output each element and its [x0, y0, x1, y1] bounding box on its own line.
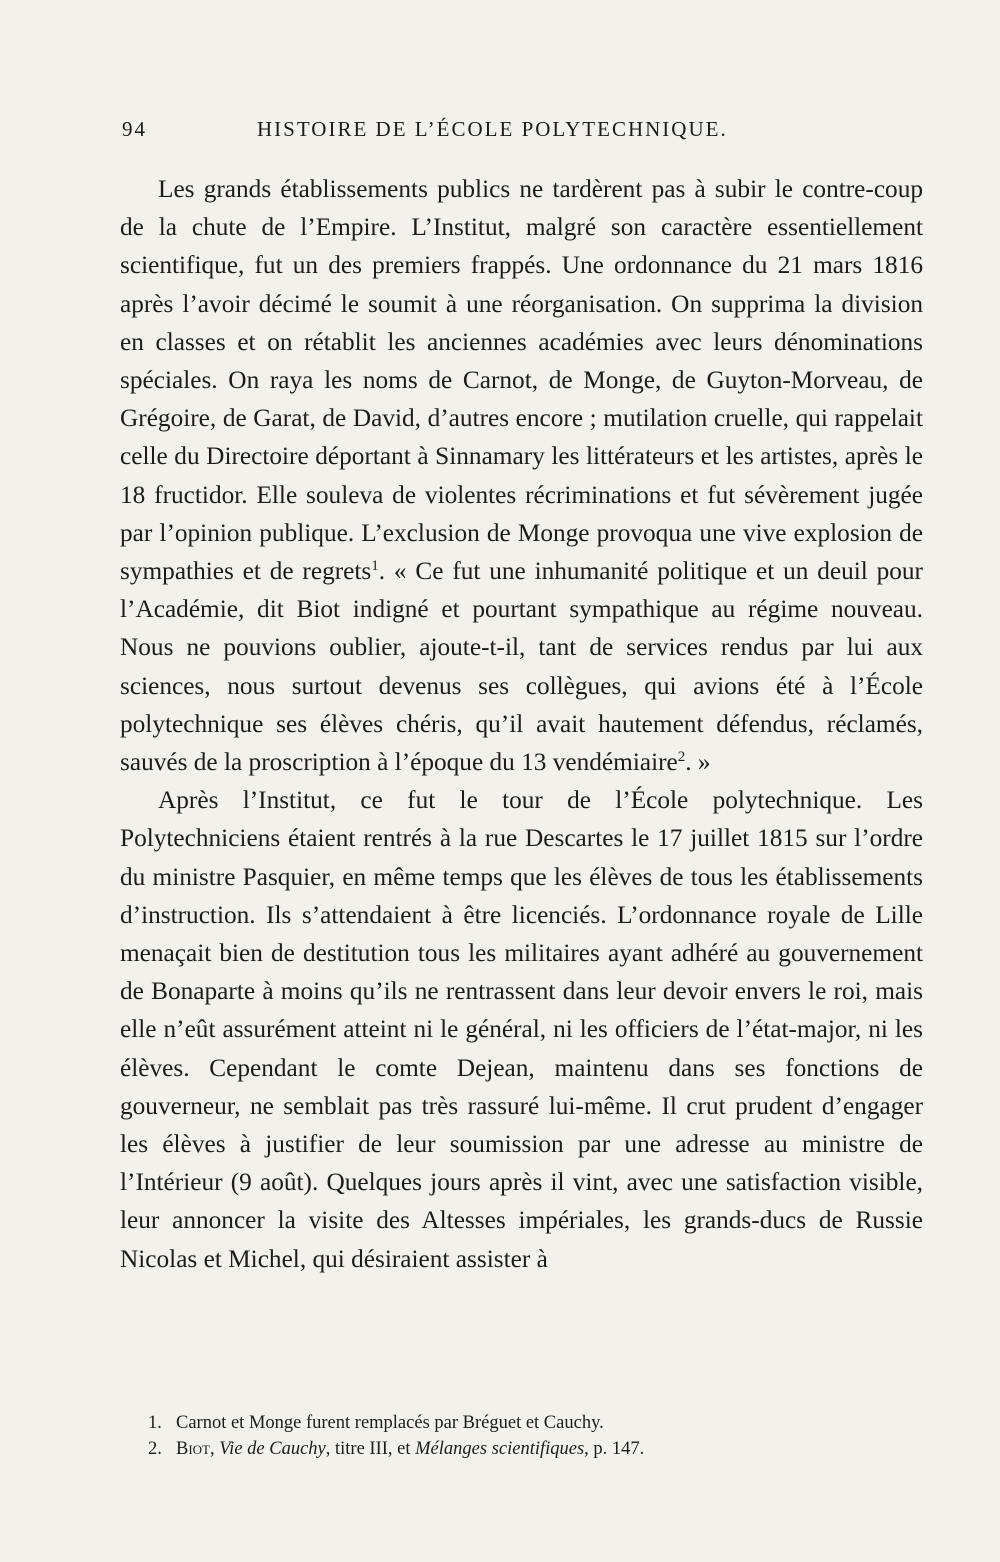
footnote-2-middle: , titre III, et	[325, 1439, 416, 1459]
running-header	[122, 117, 802, 151]
paragraph-2: Après l’Institut, ce fut le tour de l’École polytechnique. Les Polytechniciens étaient rentrés à la rue Descartes le 17 juillet 1815 sur l’ordre du ministre Pasquier, en même temps que les élèves de tous les établissements d’instruction. Ils s’attendaient à être licenciés. L’ordonnance royale de Lille menaçait bien de destitution tous les militaires ayant adhéré au gouvernement de Bonaparte à moins qu’ils ne rentrassent dans leur devoir envers le roi, mais elle n’eût assurément atteint ni le général, ni les officiers de l’état-major, ni les élèves. Cependant le comte Dejean, maintenu dans ses fonctions de gouverneur, ne semblait pas très rassuré lui-même. Il crut prudent d’engager les élèves à justifier de leur soumission par une adresse au ministre de l’Intérieur (9 août). Quelques jours après il vint, avec une satisfaction visible, leur annoncer la visite des Altesses impériales, les grands-ducs de Russie Nicolas et Michel, qui désiraient assister à	[120, 786, 923, 1273]
footnote-2-title-2: Mélanges scientifiques	[415, 1439, 585, 1459]
footnote-ref-2: 2	[677, 749, 686, 766]
running-title: HISTOIRE DE L’ÉCOLE POLYTECHNIQUE.	[257, 117, 728, 141]
body-text	[120, 170, 923, 1278]
footnotes	[148, 1410, 908, 1462]
footnote-2-title-1: Vie de Cauchy	[219, 1439, 326, 1459]
footnote-1-number: 1.	[148, 1413, 162, 1433]
footnote-2-author: Biot	[176, 1439, 210, 1459]
footnote-2-number: 2.	[148, 1439, 162, 1459]
paragraph-1-text-b: . « Ce fut une inhumanité politique et un deuil pour l’Académie, dit Biot indigné et pourtant sympathique au régime nouveau. Nous ne pouvions oublier, ajoute-t-il, tant de services rendus par lui aux sciences, nous surtout devenus ses collègues, qui avions été à l’École polytechnique ses élèves chéris, qu’il avait hautement défendus, réclamés, sauvés de la proscription à l’époque du 13 vendémiaire	[120, 557, 923, 777]
footnote-2-comma: ,	[210, 1439, 220, 1459]
paragraph-1-text-a: Les grands établissements publics ne tardèrent pas à subir le contre-coup de la chute de l’Empire. L’Institut, malgré son caractère essentiellement scientifique, fut un des premiers frappés. Une ordonnance du 21 mars 1816 après l’avoir décimé le soumit à une réorganisation. On supprima la division en classes et on rétablit les anciennes académies avec leurs dénominations spéciales. On raya les noms de Carnot, de Monge, de Guyton-Morveau, de Grégoire, de Garat, de David, d’autres encore ; mutilation cruelle, qui rappelait celle du Directoire déportant à Sinnamary les littérateurs et les artistes, après le 18 fructidor. Elle souleva de violentes récriminations et fut sévèrement jugée par l’opinion publique. L’exclusion de Monge provoqua une vive explosion de sympathies et de regrets	[120, 175, 923, 586]
footnote-2-text	[176, 1436, 644, 1462]
paragraph-1	[120, 170, 923, 781]
footnote-1	[148, 1410, 908, 1436]
footnote-1-text: Carnot et Monge furent remplacés par Bréguet et Cauchy.	[176, 1413, 604, 1433]
paragraph-1-text-c: . »	[685, 748, 711, 777]
page-number: 94	[122, 117, 147, 141]
footnote-2	[148, 1436, 908, 1462]
footnote-2-end: , p. 147.	[584, 1439, 645, 1459]
footnote-ref-1: 1	[371, 558, 379, 575]
